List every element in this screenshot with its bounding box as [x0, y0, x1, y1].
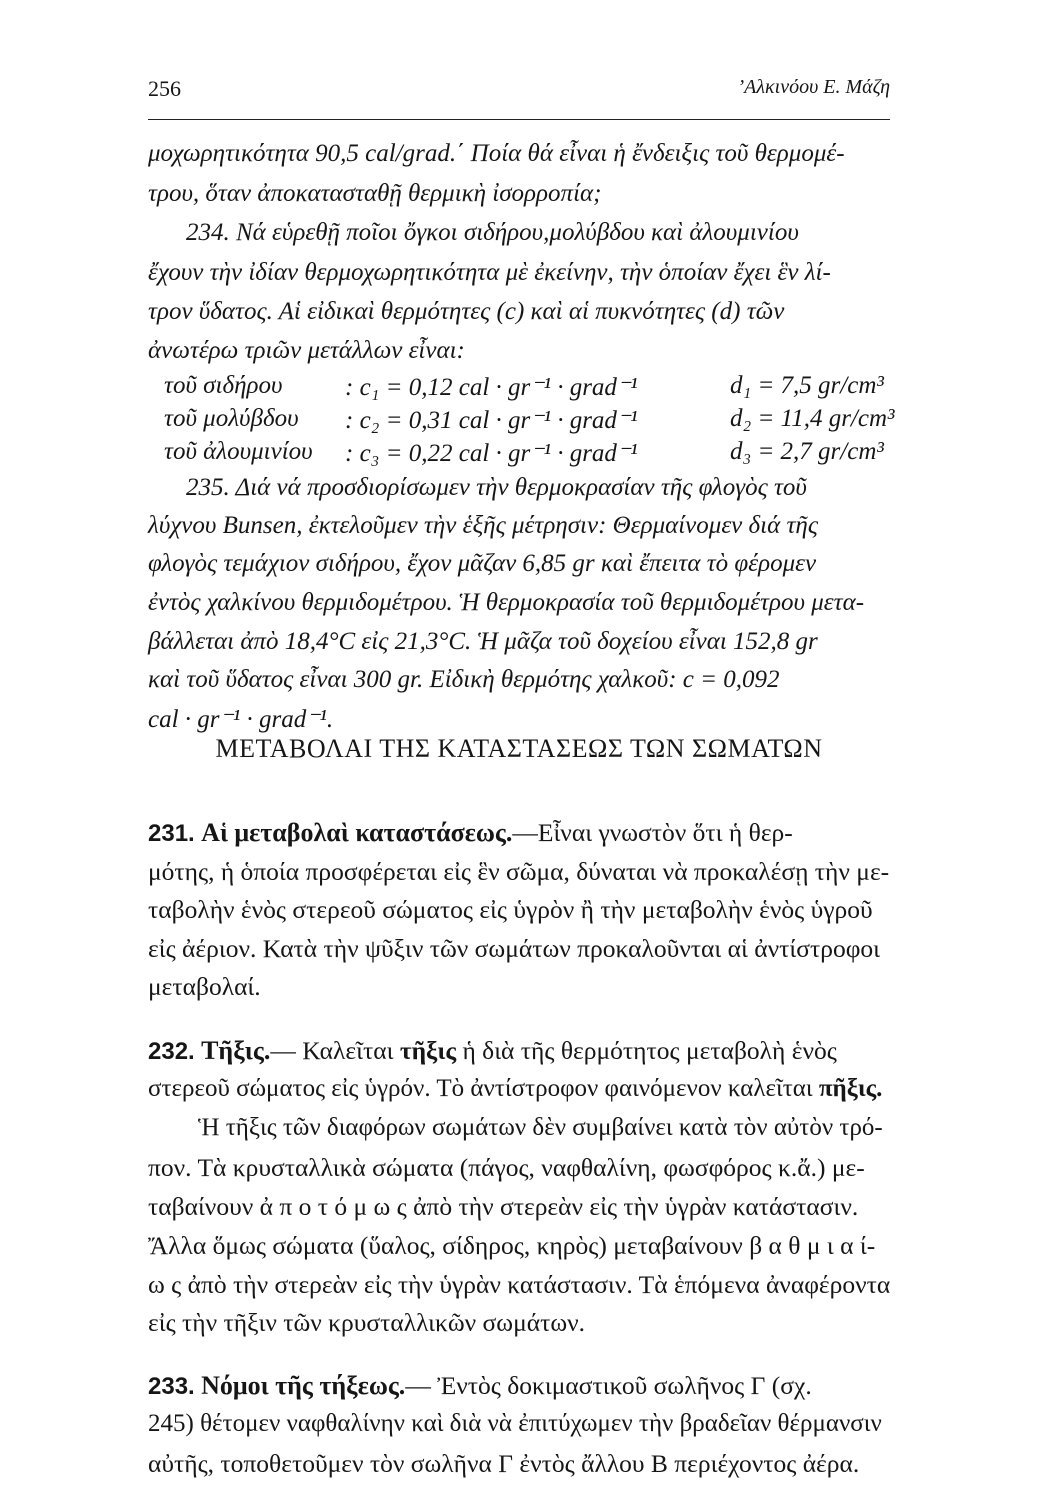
- metal-name: τοῦ σιδήρου: [164, 372, 283, 399]
- header-rule: [148, 119, 890, 120]
- section-text: ἡ διὰ τῆς θερμότητος μεταβολὴ ἑνὸς: [456, 1036, 837, 1065]
- section-number: 232.: [148, 1038, 195, 1065]
- page-number: 256: [148, 76, 181, 101]
- section-232-line: Ἄλλα ὅμως σώματα (ὕαλος, σίδηρος, κηρὸς) μεταβαίνουν β α θ μ ι α ί-: [148, 1231, 876, 1260]
- section-232-line: εἰς τὴν τῆξιν τῶν κρυσταλλικῶν σωμάτων.: [148, 1308, 586, 1337]
- section-232-line: ω ς ἀπὸ τὴν στερεὰν εἰς τὴν ὑγρὰν κατάστασιν. Τὰ ἑπόμενα ἀναφέροντα: [148, 1270, 891, 1299]
- section-232-line: [148, 1036, 837, 1066]
- problem-234-line: τρον ὕδατος. Αἱ εἰδικαὶ θερμότητες (c) καὶ αἱ πυκνότητες (d) τῶν: [148, 298, 785, 325]
- section-233-line: αὐτῆς, τοποθετοῦμεν τὸν σωλῆνα Γ ἐντὸς ἄλλου Β περιέχοντος ἀέρα.: [148, 1449, 860, 1478]
- section-text: — Ἐντὸς δοκιμαστικοῦ σωλῆνος Γ (σχ.: [405, 1371, 812, 1400]
- section-231-line: ταβολὴν ἑνὸς στερεοῦ σώματος εἰς ὑγρὸν ἢ τὴν μεταβολὴν ἑνὸς ὑγροῦ: [148, 895, 873, 924]
- problem-235-line: 235. Διά νά προσδιορίσωμεν τὴν θερμοκρασίαν τῆς φλογὸς τοῦ: [186, 474, 807, 501]
- problem-234-line: ἀνωτέρω τριῶν μετάλλων εἶναι:: [148, 337, 465, 364]
- section-title: Νόμοι τῆς τήξεως.: [201, 1371, 406, 1400]
- section-title: Αἱ μεταβολαὶ καταστάσεως.: [201, 818, 513, 847]
- section-233-line: 245) θέτομεν ναφθαλίνην καὶ διὰ νὰ ἐπιτύχωμεν τὴν βραδεῖαν θέρμανσιν: [148, 1410, 882, 1437]
- section-text: στερεοῦ σώματος εἰς ὑγρόν. Τὸ ἀντίστροφον φαινόμενον καλεῖται: [148, 1075, 819, 1102]
- problem-235-line: καὶ τοῦ ὕδατος εἶναι 300 gr. Εἰδικὴ θερμότης χαλκοῦ: c = 0,092: [148, 666, 780, 693]
- section-232-line: ταβαίνουν ἀ π ο τ ό μ ω ς ἀπὸ τὴν στερεὰν εἰς τὴν ὑγρὰν κατάστασιν.: [148, 1192, 859, 1221]
- problem-235-line: βάλλεται ἀπὸ 18,4°C εἰς 21,3°C. Ἡ μᾶζα τοῦ δοχείου εἶναι 152,8 gr: [148, 628, 818, 655]
- section-number: 233.: [148, 1373, 195, 1400]
- problem-235-line: cal · gr⁻¹ · grad⁻¹.: [148, 706, 334, 733]
- section-232-line: πον. Τὰ κρυσταλλικὰ σώματα (πάγος, ναφθαλίνη, φωσφόρος κ.ἄ.) με-: [148, 1153, 865, 1182]
- section-231-line: εἰς ἀέριον. Κατὰ τὴν ψῦξιν τῶν σωμάτων προκαλοῦνται αἱ ἀντίστροφοι: [148, 934, 881, 963]
- problem-text-line: μοχωρητικότητα 90,5 cal/grad.΄ Ποία θά εἶναι ἡ ἔνδειξις τοῦ θερμομέ-: [148, 140, 845, 167]
- specific-heat: : c₂ = 0,31 cal · gr⁻¹ · grad⁻¹: [345, 407, 638, 434]
- problem-234-line: ἔχουν τὴν ἰδίαν θερμοχωρητικότητα μὲ ἐκείνην, τὴν ὁποίαν ἔχει ἓν λί-: [148, 259, 831, 286]
- chapter-heading: ΜΕΤΑΒΟΛΑΙ ΤΗΣ ΚΑΤΑΣΤΑΣΕΩΣ ΤΩΝ ΣΩΜΑΤΩΝ: [215, 734, 823, 763]
- section-232-line: Ἡ τῆξις τῶν διαφόρων σωμάτων δὲν συμβαίνει κατὰ τὸν αὐτὸν τρό-: [198, 1114, 883, 1141]
- density: d₁ = 7,5 gr/cm³: [730, 372, 884, 399]
- section-231-line: μεταβολαί.: [148, 972, 261, 1001]
- problem-235-line: λύχνου Bunsen, ἐκτελοῦμεν τὴν ἑξῆς μέτρησιν: Θερμαίνομεν διά τῆς: [148, 512, 818, 539]
- term-pixis: πῆξις.: [818, 1075, 883, 1102]
- density: d₂ = 11,4 gr/cm³: [730, 405, 895, 432]
- section-text: — Καλεῖται: [270, 1036, 400, 1065]
- metal-name: τοῦ μολύβδου: [164, 405, 299, 432]
- section-number: 231.: [148, 820, 195, 847]
- problem-235-line: φλογὸς τεμάχιον σιδήρου, ἔχον μᾶζαν 6,85 gr καὶ ἔπειτα τὸ φέρομεν: [148, 550, 817, 577]
- section-233-line: [148, 1371, 812, 1401]
- problem-text-line: τρου, ὅταν ἀποκατασταθῇ θερμικὴ ἰσορροπία;: [148, 180, 602, 207]
- density: d₃ = 2,7 gr/cm³: [730, 438, 884, 465]
- specific-heat: : c₁ = 0,12 cal · gr⁻¹ · grad⁻¹: [345, 374, 638, 401]
- section-231-line: [148, 818, 793, 848]
- running-header: [148, 76, 890, 110]
- running-author: ’Αλκινόου Ε. Μάζη: [737, 76, 890, 98]
- problem-235-line: ἐντὸς χαλκίνου θερμιδομέτρου. Ἡ θερμοκρασία τοῦ θερμιδομέτρου μετα-: [148, 589, 865, 616]
- section-231-line: μότης, ἡ ὁποία προσφέρεται εἰς ἓν σῶμα, δύναται νὰ προκαλέσῃ τὴν με-: [148, 857, 890, 886]
- section-title: Τῆξις.: [201, 1036, 271, 1065]
- problem-234-line: 234. Νά εὑρεθῇ ποῖοι ὄγκοι σιδήρου,μολύβδου καὶ ἀλουμινίου: [186, 219, 799, 246]
- metal-name: τοῦ ἀλουμινίου: [164, 438, 313, 465]
- section-232-line: [148, 1075, 882, 1103]
- specific-heat: : c₃ = 0,22 cal · gr⁻¹ · grad⁻¹: [345, 440, 638, 467]
- term-tixis: τῆξις: [399, 1036, 457, 1065]
- section-text: —Εἶναι γνωστὸν ὅτι ἡ θερ-: [512, 818, 793, 847]
